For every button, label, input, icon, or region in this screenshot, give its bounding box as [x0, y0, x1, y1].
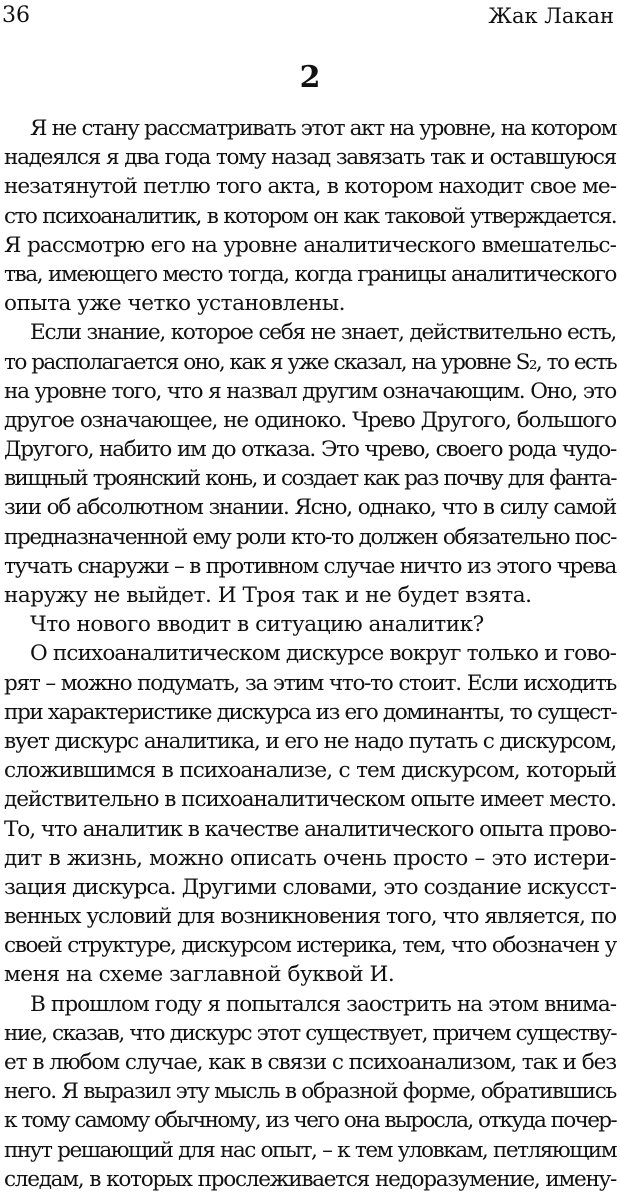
- text-line: другое означающее, не одиноко. Чрево Другого, большого: [4, 407, 616, 433]
- text-line: венных условий для возникновения того, что является, по: [4, 904, 616, 930]
- paragraph-5: [4, 990, 616, 1194]
- text-line: В прошлом году я попытался заострить на этом внима-: [30, 991, 616, 1017]
- text-line: меня на схеме заглавной буквой И.: [4, 962, 395, 988]
- text-line: Что нового вводит в ситуацию аналитик?: [30, 612, 484, 638]
- text-line: то располагается оно, как я уже сказал, на уровне S₂, то есть: [4, 349, 616, 375]
- text-line: О психоаналитическом дискурсе вокруг только и гово-: [30, 641, 616, 667]
- text-line: предназначенной ему роли кто-то должен обязательно пос-: [4, 524, 616, 550]
- text-line: вует дискурс аналитика, и его не надо путать с дискурсом,: [4, 728, 616, 754]
- text-line: зация дискурса. Другими словами, это создание искусст-: [4, 874, 616, 900]
- text-line: при характеристике дискурса из его доминанты, то сущест-: [4, 699, 617, 725]
- paragraph-1: [4, 114, 616, 318]
- text-line: на уровне того, что я назвал другим означающим. Оно, это: [4, 378, 616, 404]
- text-line: Другого, набито им до отказа. Это чрево, своего рода чудо-: [4, 437, 616, 463]
- text-line: ние, сказав, что дискурс этот существует, причем существу-: [4, 1020, 616, 1046]
- text-line: ет в любом случае, как в связи с психоанализом, так и без: [4, 1050, 616, 1075]
- paragraph-3: [4, 610, 616, 639]
- text-line: зии об абсолютном знании. Ясно, однако, что в силу самой: [4, 495, 616, 521]
- text-line: То, что аналитик в качестве аналитического опыта прово-: [4, 816, 616, 842]
- paragraph-2: [4, 318, 616, 610]
- body-text: [4, 114, 616, 1194]
- text-line: сто психоаналитик, в котором он как таковой утверждается.: [4, 203, 616, 229]
- text-line: тучать снаружи – в противном случае ничто из этого чрева: [4, 553, 616, 579]
- text-line: надеялся я два года тому назад завязать так и оставшуюся: [4, 145, 616, 171]
- text-line: рят – можно подумать, за этим что-то стоит. Если исходить: [4, 670, 616, 696]
- text-line: него. Я выразил эту мысль в образной форме, обратившись: [4, 1079, 616, 1105]
- text-line: Если знание, которое себя не знает, действительно есть,: [30, 320, 616, 346]
- text-line: вищный троянский конь, и создает как раз почву для фанта-: [4, 466, 616, 492]
- text-line: действительно в психоаналитическом опыте имеет место.: [4, 787, 616, 813]
- text-line: наружу не выйдет. И Троя так и не будет взята.: [4, 583, 532, 608]
- text-line: незатянутой петлю того акта, в котором находит свое ме-: [4, 174, 616, 200]
- text-line: сложившимся в психоанализе, с тем дискурсом, который: [4, 758, 616, 784]
- text-line: Я не стану рассматривать этот акт на уровне, на котором: [30, 116, 616, 141]
- section-number: 2: [299, 60, 321, 95]
- text-line: к тому самому обычному, из чего она выросла, откуда почер-: [4, 1108, 616, 1134]
- page-number: 36: [2, 3, 30, 28]
- text-line: тва, имеющего место тогда, когда границы аналитического: [4, 261, 616, 287]
- text-line: Я рассмотрю его на уровне аналитического вмешательс-: [4, 232, 616, 258]
- text-line: пнут решающий для нас опыт, – к тем уловкам, петляющим: [4, 1137, 616, 1163]
- text-line: следам, в которых прослеживается недоразумение, имену-: [4, 1166, 616, 1192]
- text-line: своей структуре, дискурсом истерика, тем, что обозначен у: [4, 933, 616, 959]
- text-line: дит в жизнь, можно описать очень просто – это истери-: [4, 845, 616, 871]
- text-line: опыта уже четко установлены.: [4, 291, 345, 317]
- paragraph-4: [4, 639, 616, 989]
- running-title: Жак Лакан: [488, 4, 614, 28]
